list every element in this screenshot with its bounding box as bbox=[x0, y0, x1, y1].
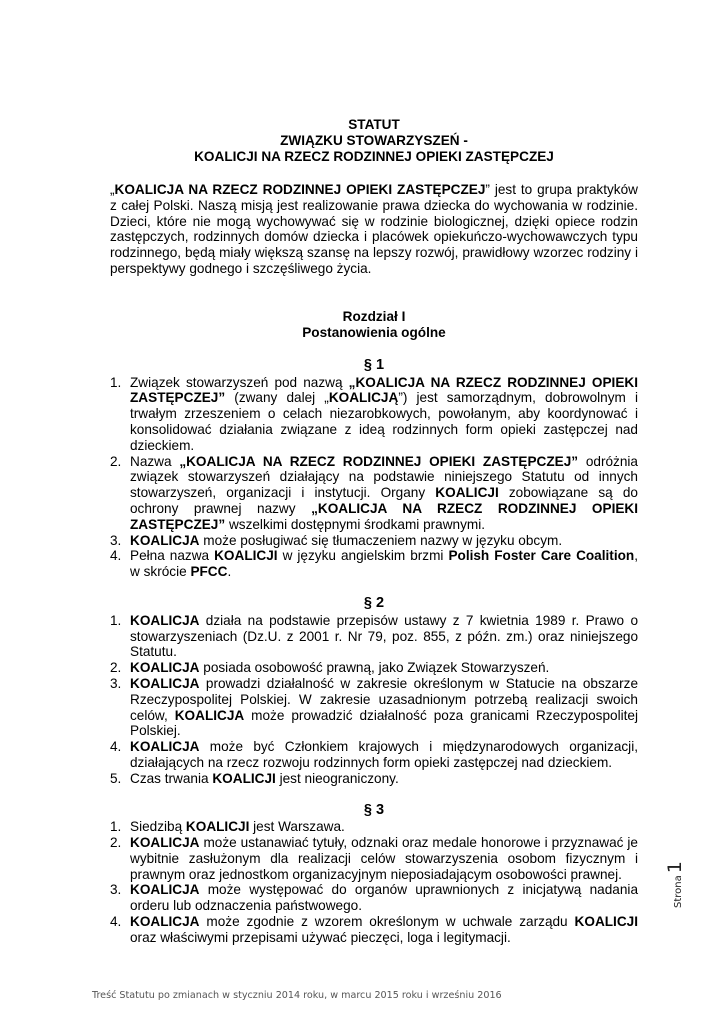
item-number: 2. bbox=[110, 835, 122, 851]
item-bold: KOALICJĄ bbox=[328, 390, 399, 406]
page-label-word: Strona bbox=[673, 875, 684, 908]
section-2-list bbox=[110, 613, 638, 787]
title-line-3: KOALICJI NA RZECZ RODZINNEJ OPIEKI ZASTĘPCZEJ bbox=[194, 149, 554, 164]
item-number: 1. bbox=[110, 612, 122, 628]
intro-paragraph bbox=[110, 182, 638, 277]
list-item bbox=[110, 914, 638, 946]
document-title bbox=[110, 117, 638, 165]
item-text: wszelkimi dostępnymi środkami prawnymi. bbox=[225, 516, 486, 532]
page-number-label bbox=[664, 848, 686, 908]
chapter-heading bbox=[110, 309, 638, 341]
item-bold: KOALICJA bbox=[130, 660, 200, 676]
item-text: jest nieograniczony. bbox=[275, 770, 399, 786]
item-text: (zwany dalej „ bbox=[225, 390, 329, 406]
item-text: może ustanawiać tytuły, odznaki oraz medale honorowe i przyznawać je wybitnie zasłużonym dla realizacji celów stowarzyszenia osobom fizycznym i prawnym oraz jednostkom organizacyjnym nieposiadającym osobowości prawnej. bbox=[130, 835, 638, 882]
item-text: Pełna nazwa bbox=[130, 548, 215, 564]
item-text: jest Warszawa. bbox=[249, 819, 345, 835]
item-bold: KOALICJA bbox=[130, 882, 200, 898]
item-number: 4. bbox=[110, 739, 122, 755]
list-item bbox=[110, 771, 638, 787]
section-2-heading: § 2 bbox=[363, 594, 385, 611]
chapter-number: Rozdział I bbox=[342, 308, 406, 324]
list-item bbox=[110, 548, 638, 580]
item-text: . bbox=[227, 564, 232, 580]
section-3-list bbox=[110, 819, 638, 945]
item-bold: KOALICJA bbox=[130, 914, 200, 930]
item-number: 3. bbox=[110, 882, 122, 898]
item-number: 1. bbox=[110, 374, 122, 390]
item-number: 2. bbox=[110, 660, 122, 676]
item-text: prowadzi działalność w zakresie określonym w Statucie na obszarze Rzeczypospolitej Polskiej. W zakresie uzasadnionym potrzebą realizacji swoich celów, bbox=[130, 675, 638, 723]
item-bold: „KOALICJA NA RZECZ RODZINNEJ OPIEKI ZASTĘPCZEJ” bbox=[179, 453, 579, 469]
item-bold: KOALICJA bbox=[130, 612, 200, 628]
page-number: 1 bbox=[664, 861, 686, 874]
intro-text: ” jest to grupa praktyków z całej Polski. Naszą misją jest realizowanie prawa dziecka do wychowania w rodzinie. Dzieci, które nie mogą wychowywać się w rodzinie biologicznej, dzięki opiece rodzin zastępczych, rodzinnych domów dziecka i placówek opiekuńczo-wychowawczych typu rodzinnego, będą miały większą szansę na lepszy rozwój, prawidłowy wzorzec rodziny i perspektywy godnego i szczęśliwego życia. bbox=[110, 182, 638, 276]
item-text: Związek stowarzyszeń pod nazwą bbox=[130, 374, 349, 390]
list-item bbox=[110, 375, 638, 454]
item-bold: KOALICJI bbox=[214, 548, 278, 564]
chapter-title: Postanowienia ogólne bbox=[302, 324, 446, 340]
item-number: 5. bbox=[110, 770, 122, 786]
list-item bbox=[110, 835, 638, 882]
item-bold: KOALICJA bbox=[174, 707, 245, 723]
item-number: 3. bbox=[110, 532, 122, 548]
item-bold: KOALICJI bbox=[574, 914, 638, 930]
item-text: Nazwa bbox=[130, 453, 180, 469]
section-1-heading: § 1 bbox=[363, 356, 385, 373]
item-bold: KOALICJA bbox=[130, 532, 200, 548]
item-bold: KOALICJI bbox=[185, 819, 250, 835]
list-item bbox=[110, 613, 638, 660]
list-item bbox=[110, 819, 638, 835]
item-bold: PFCC bbox=[190, 564, 228, 580]
item-bold: „KOALICJA NA RZECZ RODZINNEJ OPIEKI ZASTĘPCZEJ” bbox=[130, 374, 638, 406]
item-bold: „KOALICJA NA RZECZ RODZINNEJ OPIEKI ZASTĘPCZEJ” bbox=[130, 500, 639, 532]
item-text: ”) jest samorządnym, dobrowolnym i trwałym zrzeszeniem o celach niezarobkowych, powołanym, aby koordynować i konsolidować działania związane z ideą rodzinnych form opieki zastępczej nad dzieckiem. bbox=[130, 390, 638, 453]
intro-name: KOALICJA NA RZECZ RODZINNEJ OPIEKI ZASTĘPCZEJ bbox=[114, 182, 486, 197]
page-footer: Treść Statutu po zmianach w styczniu 2014 roku, w marcu 2015 roku i wrześniu 2016 bbox=[92, 990, 502, 1001]
item-number: 4. bbox=[110, 548, 122, 564]
section-3-heading: § 3 bbox=[363, 801, 385, 818]
list-item bbox=[110, 739, 638, 771]
item-bold: KOALICJI bbox=[435, 485, 499, 501]
title-line-1: STATUT bbox=[348, 117, 400, 132]
item-text: działa na podstawie przepisów ustawy z 7 kwietnia 1989 r. Prawo o stowarzyszeniach (Dz.U. z 2001 r. Nr 79, poz. 855, z późn. zm.) oraz niniejszego Statutu. bbox=[130, 612, 638, 660]
item-bold: Polish Foster Care Coalition bbox=[448, 548, 635, 564]
list-item bbox=[110, 882, 638, 914]
item-text: oraz właściwymi przepisami używać pieczęci, loga i legitymacji. bbox=[130, 929, 511, 945]
item-text: może prowadzić działalność poza granicami Rzeczypospolitej Polskiej. bbox=[130, 707, 638, 739]
list-item bbox=[110, 533, 638, 549]
list-item bbox=[110, 676, 638, 739]
item-bold: KOALICJI bbox=[212, 770, 276, 786]
item-number: 3. bbox=[110, 675, 122, 691]
document-body bbox=[110, 117, 638, 946]
item-bold: KOALICJA bbox=[130, 739, 200, 755]
item-text: zobowiązane są do ochrony prawnej nazwy bbox=[130, 485, 638, 516]
list-item bbox=[110, 454, 638, 533]
intro-quote: „ bbox=[110, 182, 115, 197]
item-text: , w skrócie bbox=[130, 548, 638, 580]
item-text: może zgodnie z wzorem określonym w uchwale zarządu bbox=[199, 914, 575, 930]
item-text: może być Członkiem krajowych i międzynarodowych organizacji, działających na rzecz rozwoju rodzinnych form opieki zastępczej nad dzieckiem. bbox=[130, 739, 638, 770]
item-text: Siedzibą bbox=[130, 819, 186, 835]
item-number: 2. bbox=[110, 453, 122, 469]
item-number: 4. bbox=[110, 914, 122, 930]
item-text: w języku angielskim brzmi bbox=[277, 548, 449, 564]
item-bold: KOALICJA bbox=[130, 835, 200, 851]
item-bold: KOALICJA bbox=[130, 675, 200, 691]
item-text: posiada osobowość prawną, jako Związek Stowarzyszeń. bbox=[199, 660, 550, 676]
list-item bbox=[110, 660, 638, 676]
item-number: 1. bbox=[110, 819, 122, 835]
item-text: może występować do organów uprawnionych z inicjatywą nadania orderu lub odznaczenia państwowego. bbox=[130, 882, 638, 914]
section-1-list bbox=[110, 375, 638, 580]
item-text: Czas trwania bbox=[130, 770, 213, 786]
item-text: może posługiwać się tłumaczeniem nazwy w języku obcym. bbox=[199, 532, 563, 548]
item-text: odróżnia związek stowarzyszeń działający na podstawie niniejszego Statutu od innych stowarzyszeń, organizacji i instytucji. Organy bbox=[130, 453, 638, 501]
title-line-2: ZWIĄZKU STOWARZYSZEŃ - bbox=[280, 133, 468, 148]
